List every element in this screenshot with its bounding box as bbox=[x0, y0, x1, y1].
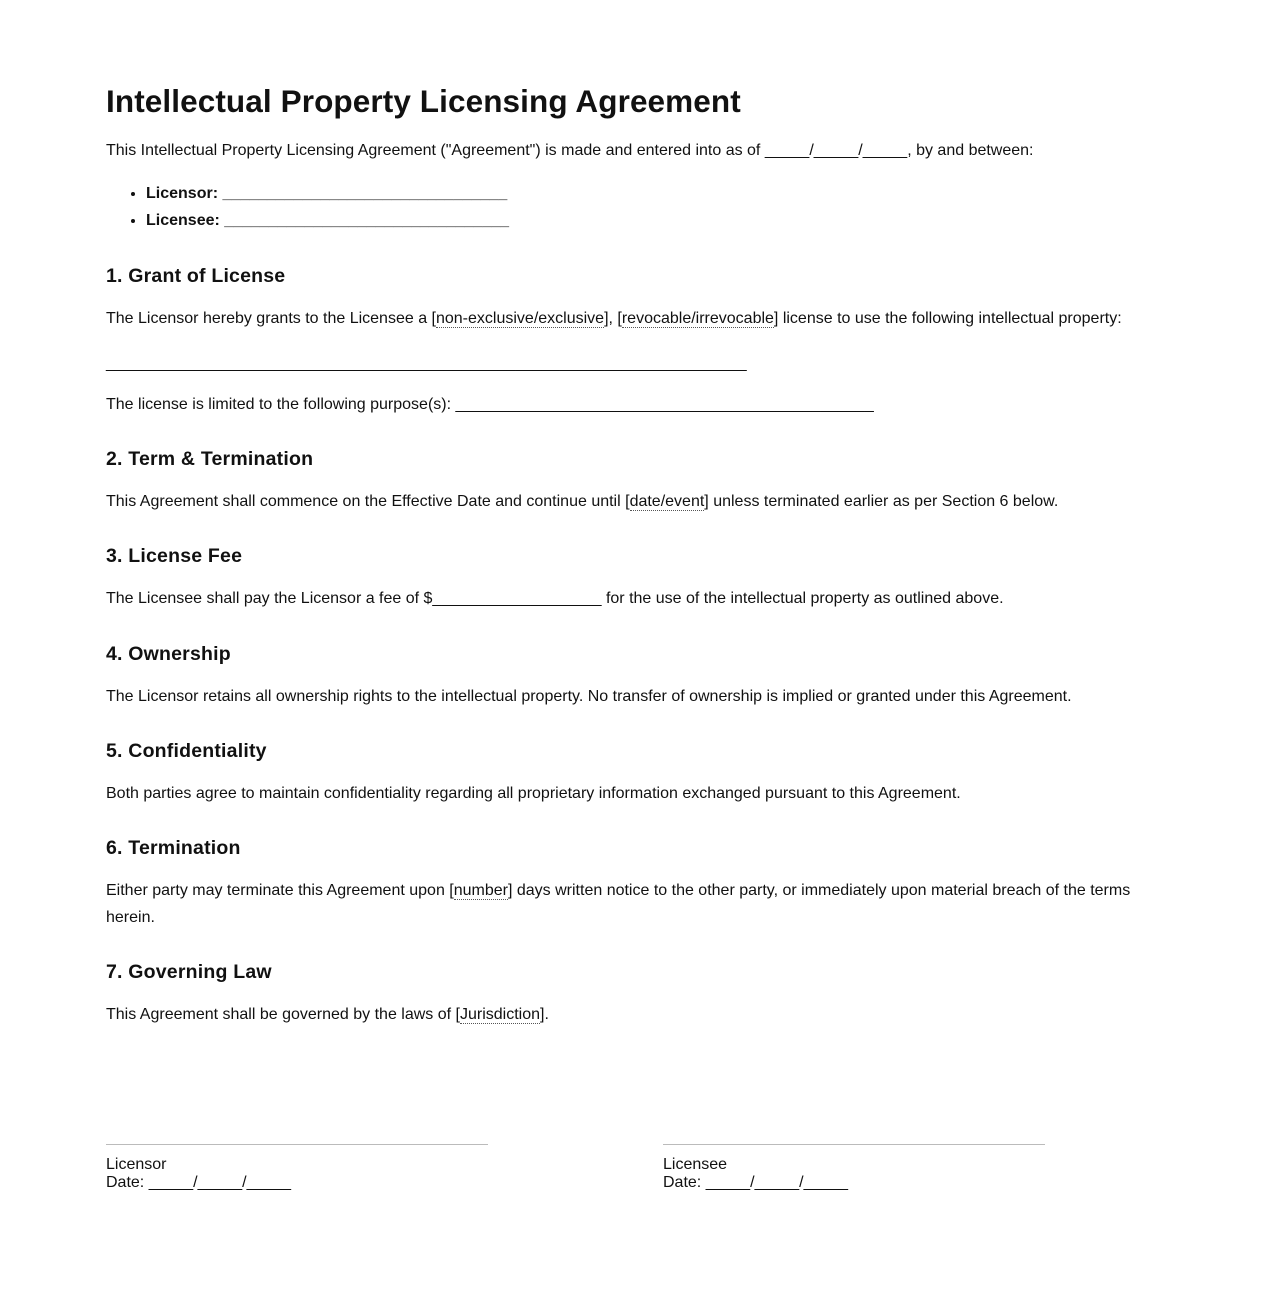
text: ] unless terminated earlier as per Section 6 below. bbox=[704, 493, 1059, 510]
intro-paragraph: This Intellectual Property Licensing Agreement ("Agreement") is made and entered into as of _____/_____/_____, by and between: bbox=[106, 142, 1034, 159]
party-label: Licensee: bbox=[146, 212, 220, 229]
party-blank: ________________________________ bbox=[222, 185, 508, 202]
party-blank: ________________________________ bbox=[224, 212, 510, 229]
ownership-paragraph: The Licensor retains all ownership rights to the intellectual property. No transfer of ownership is implied or granted under this Agreement. bbox=[106, 688, 1072, 705]
signature-role: Licensor bbox=[106, 1156, 167, 1173]
text: ], [ bbox=[604, 310, 622, 327]
text: ]. bbox=[540, 1006, 549, 1023]
ip-description-blank: ________________________________________________________________________ bbox=[106, 355, 747, 372]
placeholder-jurisdiction: Jurisdiction bbox=[459, 1006, 541, 1023]
party-licensor bbox=[146, 180, 509, 207]
text: The Licensor hereby grants to the Licensee a [ bbox=[106, 310, 436, 327]
signature-block-licensor bbox=[106, 1144, 488, 1192]
section-heading-fee: 3. License Fee bbox=[106, 545, 243, 567]
term-paragraph bbox=[106, 488, 1058, 515]
placeholder-number: number bbox=[453, 882, 508, 899]
signature-block-licensee bbox=[663, 1144, 1045, 1192]
party-label: Licensor: bbox=[146, 185, 219, 202]
placeholder-exclusivity: non-exclusive/exclusive bbox=[435, 310, 605, 327]
section-heading-termination: 6. Termination bbox=[106, 837, 241, 859]
signature-date: Date: _____/_____/_____ bbox=[106, 1174, 292, 1191]
document-title: Intellectual Property Licensing Agreement bbox=[106, 83, 741, 119]
section-heading-term: 2. Term & Termination bbox=[106, 448, 314, 470]
purpose-paragraph: The license is limited to the following purpose(s): _______________________________________________ bbox=[106, 396, 874, 413]
section-heading-grant: 1. Grant of License bbox=[106, 265, 286, 287]
section-heading-confidentiality: 5. Confidentiality bbox=[106, 740, 267, 762]
signature-role: Licensee bbox=[663, 1156, 728, 1173]
termination-paragraph bbox=[106, 877, 1146, 931]
signature-date: Date: _____/_____/_____ bbox=[663, 1174, 849, 1191]
text: This Agreement shall be governed by the laws of [ bbox=[106, 1006, 460, 1023]
text: This Agreement shall commence on the Effective Date and continue until [ bbox=[106, 493, 630, 510]
grant-paragraph bbox=[106, 305, 1122, 332]
fee-paragraph: The Licensee shall pay the Licensor a fee of $___________________ for the use of the intellectual property as outlined above. bbox=[106, 590, 1004, 607]
section-heading-governing-law: 7. Governing Law bbox=[106, 961, 272, 983]
confidentiality-paragraph: Both parties agree to maintain confidentiality regarding all proprietary information exchanged pursuant to this Agreement. bbox=[106, 785, 961, 802]
party-licensee bbox=[146, 207, 509, 234]
placeholder-revocability: revocable/irrevocable bbox=[621, 310, 774, 327]
text: ] license to use the following intellectual property: bbox=[773, 310, 1122, 327]
section-heading-ownership: 4. Ownership bbox=[106, 643, 231, 665]
text: Either party may terminate this Agreement upon [ bbox=[106, 882, 454, 899]
text: ] days written notice to the other party, or immediately upon material breach of the terms herein. bbox=[106, 882, 1131, 926]
governing-law-paragraph bbox=[106, 1001, 549, 1028]
parties-list bbox=[106, 180, 509, 234]
placeholder-date-event: date/event bbox=[629, 493, 705, 510]
